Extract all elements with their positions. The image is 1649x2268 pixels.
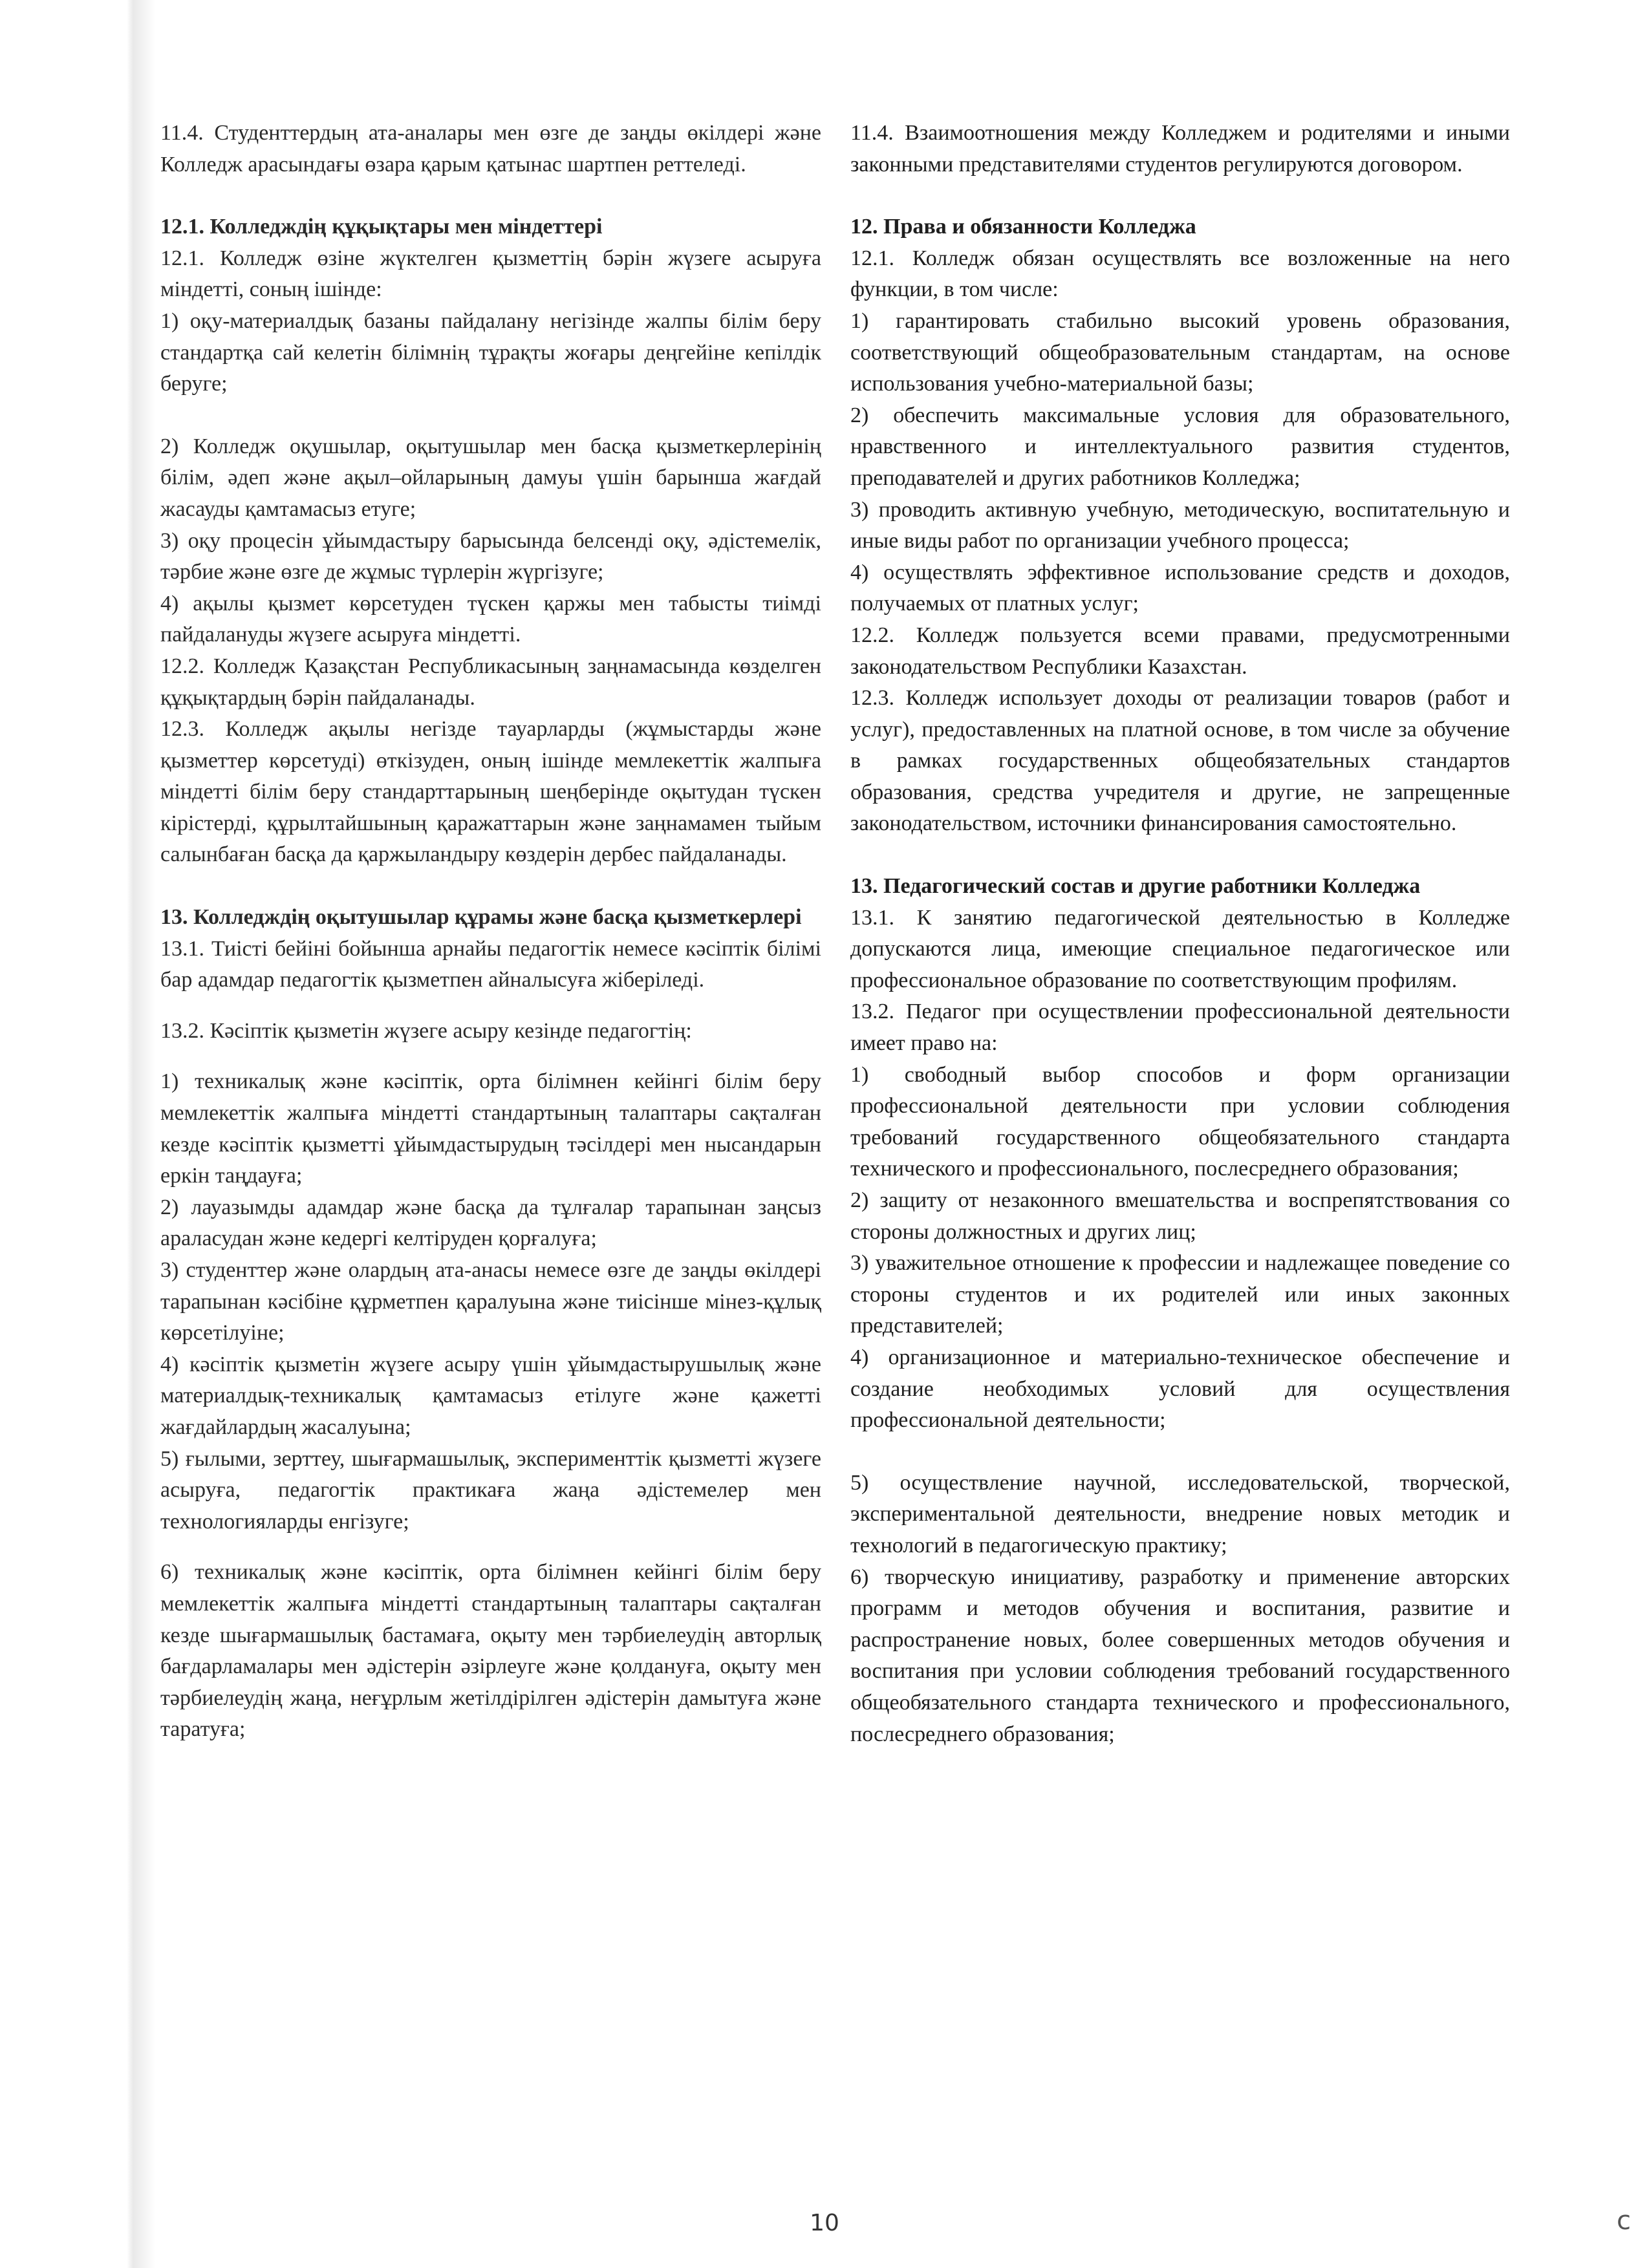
scan-edge-shadow	[0, 0, 155, 2268]
kz-item-13-2-3: 3) студенттер және олардың ата-анасы немесе өзге де заңды өкілдері тарапынан кәсібіне құрметпен қаралуына және тиісінше мінез-құлық көрсетілуіне;	[160, 1258, 821, 1345]
ru-clause-12-3: 12.3. Колледж использует доходы от реализации товаров (работ и услуг), предоставленных на платной основе, в том числе за обучение в рамках государственных общеобязательных стандартов образования, средства учредителя и другие, не запрещенные законодательством, источники финансирования самостоятельно.	[850, 686, 1510, 836]
ru-section-11-4: 11.4. Взаимоотношения между Колледжем и родителями и иными законными представителями студентов регулируются договором.	[850, 121, 1510, 177]
kz-item-13-2-4: 4) кәсіптік қызметін жүзеге асыру үшін ұйымдастырушылық және материалдық-техникалық қамтамасыз етілуге және қажетті жағдайлардың жасалуына;	[160, 1352, 821, 1439]
kz-item-13-2-1: 1) техникалық және кәсіптік, орта білімнен кейінгі білім беру мемлекеттік жалпыға міндетті стандартының талаптары сақталған кезде кәсіптік қызметті ұйымдастырудың тәсілдері мен нысандарын еркін таңдауға;	[160, 1069, 821, 1188]
kz-clause-12-3: 12.3. Колледж ақылы негізде тауарларды (жұмыстарды және қызметтер көрсетуді) өткізуден, оның ішінде мемлекеттік жалпыға міндетті білім беру стандарттарының шеңберінде оқытудан түскен кірістерді, құрылтайшының қаражаттарын және заңнамамен тыйым салынбаған басқа да қаржыландыру көздерін дербес пайдаланады.	[160, 717, 821, 867]
ru-item-12-1-1: 1) гарантировать стабильно высокий уровень образования, соответствующий общеобразовательным стандартам, на основе использования учебно-материальной базы;	[850, 308, 1510, 396]
russian-column	[850, 118, 1510, 1750]
ru-item-13-2-6: 6) творческую инициативу, разработку и применение авторских программ и методов обучения и воспитания, развитие и распространение новых, более совершенных методов обучения и воспитания при условии соблюдения требований государственного общеобязательного стандарта технического и профессионального, послесреднего образования;	[850, 1565, 1510, 1746]
kz-item-12-1-3: 3) оқу процесін ұйымдастыру барысында белсенді оқу, әдістемелік, тәрбие және өзге де жұмыс түрлерін жүргізуге;	[160, 528, 821, 584]
ru-clause-13-2: 13.2. Педагог при осуществлении профессиональной деятельности имеет право на:	[850, 1000, 1510, 1056]
kz-item-12-1-2: 2) Колледж оқушылар, оқытушылар мен басқа қызметкерлерінің білім, әдеп және ақыл–ойларының дамуы үшін барынша жағдай жасауды қамтамасыз етуге;	[160, 434, 821, 521]
ru-item-13-2-5: 5) осуществление научной, исследовательской, творческой, экспериментальной деятельности, внедрение новых методик и технологий в педагогическую практику;	[850, 1470, 1510, 1557]
ru-clause-12-2: 12.2. Колледж пользуется всеми правами, предусмотренными законодательством Республики Казахстан.	[850, 623, 1510, 679]
ru-clause-13-1: 13.1. К занятию педагогической деятельностью в Колледже допускаются лица, имеющие специальное педагогическое или профессиональное образование по соответствующим профилям.	[850, 905, 1510, 992]
ru-heading-12: 12. Права и обязанности Колледжа	[850, 215, 1196, 239]
kz-clause-13-2: 13.2. Кәсіптік қызметін жүзеге асыру кезінде педагогтің:	[160, 1018, 692, 1043]
kz-item-13-2-6: 6) техникалық және кәсіптік, орта білімнен кейінгі білім беру мемлекеттік жалпыға міндетті стандартының талаптары сақталған кезде шығармашылық бастамаға, оқыту мен тәрбиелеудің авторлық бағдарламалары мен әдістерін әзірлеуге және қолдануға, оқыту мен тәрбиелеудің жаңа, неғұрлым жетілдірілген әдістерін дамытуға және таратуға;	[160, 1560, 821, 1742]
kz-clause-12-1: 12.1. Колледж өзіне жүктелген қызметтің бәрін жүзеге асыруға міндетті, соның ішінде:	[160, 246, 821, 302]
kz-clause-12-2: 12.2. Колледж Қазақстан Республикасының заңнамасында көзделген құқықтардың бәрін пайдаланады.	[160, 654, 821, 710]
ru-item-12-1-2: 2) обеспечить максимальные условия для образовательного, нравственного и интеллектуального развития студентов, преподавателей и других работников Колледжа;	[850, 403, 1510, 490]
ru-clause-12-1: 12.1. Колледж обязан осуществлять все возложенные на него функции, в том числе:	[850, 246, 1510, 302]
kz-item-12-1-4: 4) ақылы қызмет көрсетуден түскен қаржы мен табысты тиімді пайдалануды жүзеге асыруға міндетті.	[160, 591, 821, 647]
page-number: 10	[810, 2210, 839, 2236]
ru-item-12-1-3: 3) проводить активную учебную, методическую, воспитательную и иные виды работ по организации учебного процесса;	[850, 497, 1510, 553]
ru-heading-13: 13. Педагогический состав и другие работники Колледжа	[850, 874, 1421, 899]
ru-item-13-2-4: 4) организационное и материально-техническое обеспечение и создание необходимых условий для осуществления профессиональной деятельности;	[850, 1345, 1510, 1433]
kz-item-12-1-1: 1) оқу-материалдық базаны пайдалану негізінде жалпы білім беру стандартқа сай келетін білімнің тұрақты жоғары деңгейіне кепілдік беруге;	[160, 308, 821, 396]
kazakh-column	[160, 118, 821, 1746]
kz-section-11-4: 11.4. Студенттердың ата-аналары мен өзге де заңды өкілдері және Колледж арасындағы өзара қарым қатынас шартпен реттеледі.	[160, 121, 821, 177]
kz-heading-12: 12.1. Колледждің құқықтары мен міндеттері	[160, 215, 603, 239]
kz-item-13-2-5: 5) ғылыми, зерттеу, шығармашылық, эксперименттік қызметті жүзеге асыруға, педагогтік практикаға жаңа әдістемелер мен технологияларды енгізуге;	[160, 1446, 821, 1534]
ru-item-12-1-4: 4) осуществлять эффективное использование средств и доходов, получаемых от платных услуг;	[850, 560, 1510, 616]
corner-mark: c	[1617, 2206, 1631, 2236]
ru-item-13-2-2: 2) защиту от незаконного вмешательства и воспрепятствования со стороны должностных и других лиц;	[850, 1188, 1510, 1244]
ru-item-13-2-1: 1) свободный выбор способов и форм организации профессиональной деятельности при условии соблюдения требований государственного общеобязательного стандарта технического и профессионального, послесреднего образования;	[850, 1062, 1510, 1181]
kz-heading-13: 13. Колледждің оқытушылар құрамы және басқа қызметкерлері	[160, 905, 802, 930]
kz-clause-13-1: 13.1. Тиісті бейіні бойынша арнайы педагогтік немесе кәсіптік білімі бар адамдар педагогтік қызметпен айналысуға жіберіледі.	[160, 936, 821, 992]
ru-item-13-2-3: 3) уважительное отношение к профессии и надлежащее поведение со стороны студентов и их родителей или иных законных представителей;	[850, 1251, 1510, 1338]
kz-item-13-2-2: 2) лауазымды адамдар және басқа да тұлғалар тарапынан заңсыз араласудан және кедергі келтіруден қорғалуға;	[160, 1195, 821, 1251]
